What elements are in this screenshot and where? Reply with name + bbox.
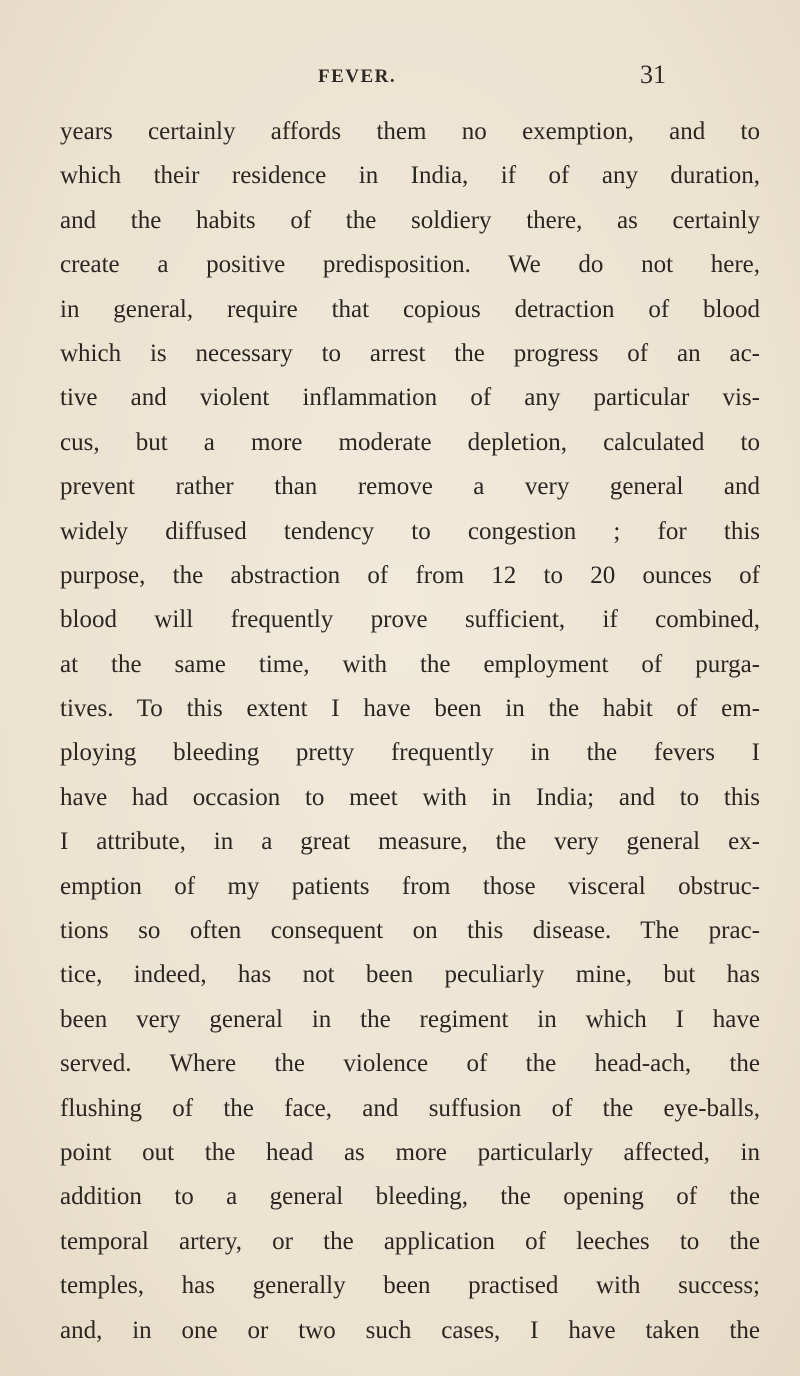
text-line: tice, indeed, has not been peculiarly mine, but has: [60, 961, 760, 989]
text-line: point out the head as more particularly affected, in: [60, 1138, 760, 1166]
text-line: cus, but a more moderate depletion, calculated to: [60, 428, 760, 456]
text-line: purpose, the abstraction of from 12 to 20 ounces of: [60, 561, 760, 589]
text-line: prevent rather than remove a very general and: [60, 473, 760, 501]
running-head-title: FEVER.: [318, 66, 397, 87]
text-line: at the same time, with the employment of purga-: [60, 650, 760, 678]
page-number: 31: [640, 60, 666, 89]
text-line: and, in one or two such cases, I have taken the: [60, 1316, 760, 1344]
text-line: tions so often consequent on this disease. The prac-: [60, 917, 760, 945]
text-line: widely diffused tendency to congestion ; for this: [60, 517, 760, 545]
text-line: blood will frequently prove sufficient, if combined,: [60, 606, 760, 634]
text-line: addition to a general bleeding, the opening of the: [60, 1183, 760, 1211]
body-text: [60, 110, 760, 1353]
text-line: flushing of the face, and suffusion of the eye-balls,: [60, 1094, 760, 1122]
text-line: I attribute, in a great measure, the very general ex-: [60, 828, 760, 856]
text-line: been very general in the regiment in which I have: [60, 1005, 760, 1033]
text-line: emption of my patients from those visceral obstruc-: [60, 872, 760, 900]
text-line: temporal artery, or the application of leeches to the: [60, 1227, 760, 1255]
text-line: create a positive predisposition. We do not here,: [60, 251, 760, 279]
text-line: years certainly affords them no exemption, and to: [60, 118, 760, 145]
text-line: which is necessary to arrest the progress of an ac-: [60, 339, 760, 367]
text-line: tives. To this extent I have been in the habit of em-: [60, 695, 760, 723]
running-head: [0, 60, 800, 100]
text-line: served. Where the violence of the head-ach, the: [60, 1050, 760, 1078]
text-line: tive and violent inflammation of any particular vis-: [60, 384, 760, 412]
text-line: which their residence in India, if of any duration,: [60, 162, 760, 190]
text-line: temples, has generally been practised with success;: [60, 1272, 760, 1300]
text-line: in general, require that copious detraction of blood: [60, 295, 760, 323]
text-line: have had occasion to meet with in India; and to this: [60, 783, 760, 811]
text-line: and the habits of the soldiery there, as certainly: [60, 206, 760, 234]
text-line: ploying bleeding pretty frequently in the fevers I: [60, 739, 760, 767]
